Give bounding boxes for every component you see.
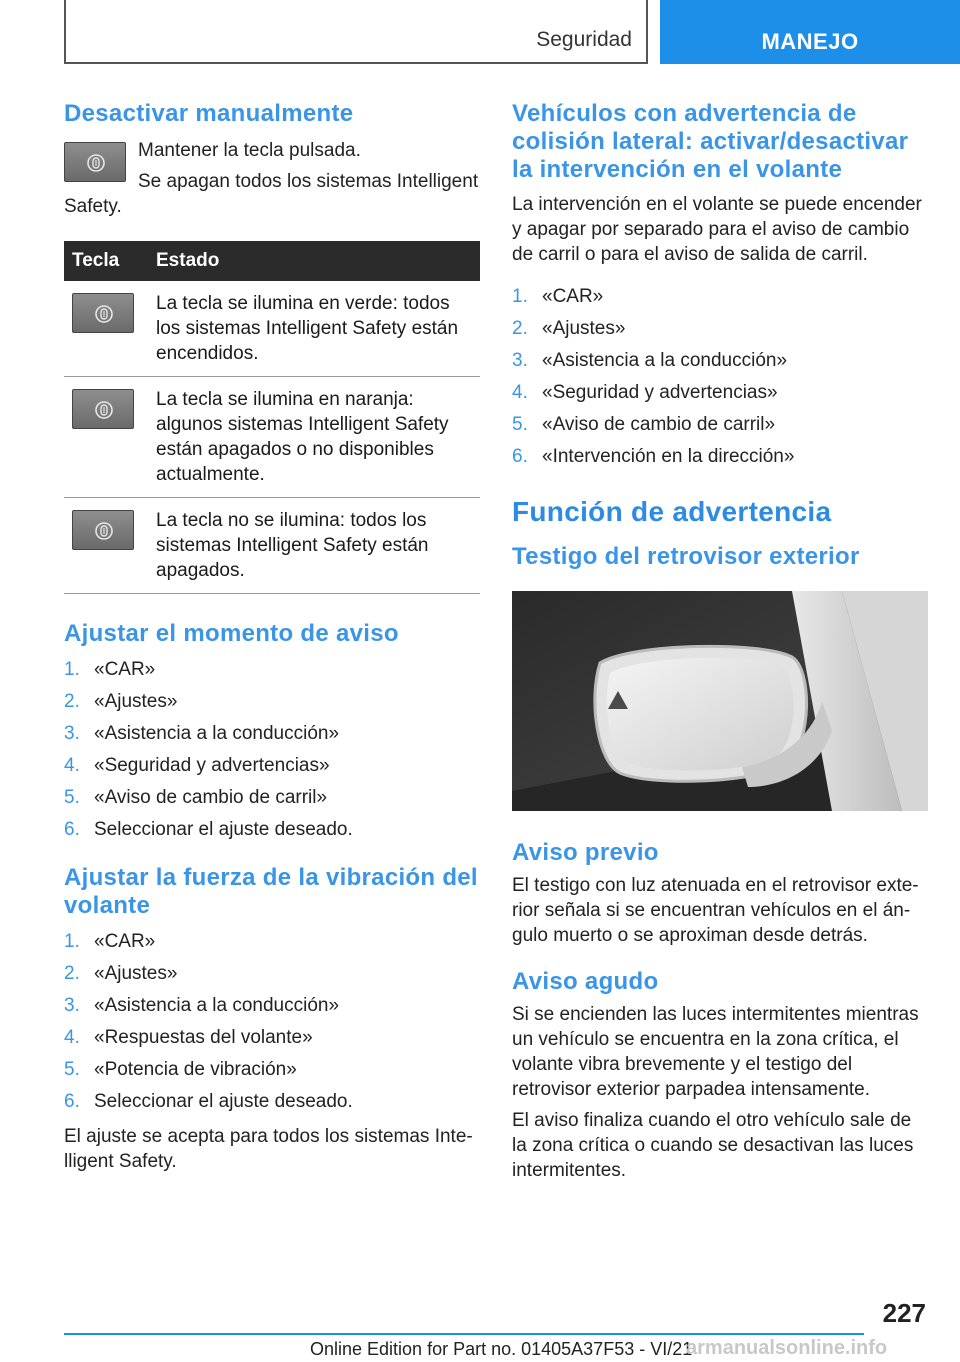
list-item: 2. «Ajustes» (64, 691, 178, 712)
table-header-state: Estado (148, 241, 480, 281)
footer-edition: Online Edition for Part no. 01405A37F53 - VI/21 (310, 1339, 693, 1359)
list-item: 1. «CAR» (512, 286, 604, 307)
list-item: 4. «Respuestas del volante» (64, 1027, 313, 1048)
agudo-text-2: El aviso finaliza cuando el otro vehículo sale de la zona crítica o cuando se desactivan las luces intermitentes. (512, 1110, 914, 1181)
list-item: 6. Seleccionar el ajuste deseado. (64, 1091, 353, 1112)
header-section-title: Seguridad (536, 28, 632, 51)
list-item: 4. «Seguridad y advertencias» (64, 755, 330, 776)
table-header-key: Tecla (64, 241, 148, 281)
manual-text-2: Se apagan todos los sistemas Intelligent Safety. (64, 171, 479, 217)
state-text: La tecla se ilumina en naranja: algunos sistemas Intelligent Safety están apagados o no disponibles actualmente. (148, 377, 480, 498)
table-row (64, 281, 480, 377)
list-item: 6. Seleccionar el ajuste deseado. (64, 819, 353, 840)
heading-aviso-previo: Aviso previo (512, 839, 659, 866)
key-state-table (64, 241, 480, 594)
lateral-steps-list (512, 281, 928, 473)
moment-steps-list (64, 654, 480, 846)
footer-divider (64, 1333, 864, 1335)
safety-key-icon (64, 142, 126, 182)
table-row (64, 498, 480, 594)
list-item: 1. «CAR» (64, 659, 156, 680)
heading-colision-lateral: Vehículos con advertencia de colisión lateral: activar/desactivar la intervención en el volante (512, 100, 909, 183)
list-item: 5. «Aviso de cambio de carril» (512, 414, 776, 435)
heading-momento-aviso: Ajustar el momento de aviso (64, 620, 399, 647)
manual-intro (64, 138, 480, 219)
vibration-note: El ajuste se acepta para todos los sistemas Intelligent Safety. (64, 1126, 473, 1172)
safety-key-icon (72, 293, 134, 333)
heading-testigo-retrovisor: Testigo del retrovisor exterior (512, 543, 860, 570)
list-item: 4. «Seguridad y advertencias» (512, 382, 778, 403)
list-item: 1. «CAR» (64, 931, 156, 952)
table-row (64, 377, 480, 498)
header-frame (64, 0, 648, 64)
heading-vibracion: Ajustar la fuerza de la vibración del volante (64, 864, 478, 919)
page-number: 227 (882, 1298, 926, 1328)
left-column (64, 100, 480, 1180)
list-item: 3. «Asistencia a la conducción» (512, 350, 788, 371)
list-item: 5. «Potencia de vibración» (64, 1059, 297, 1080)
list-item: 3. «Asistencia a la conducción» (64, 995, 340, 1016)
list-item: 3. «Asistencia a la conducción» (64, 723, 340, 744)
heading-aviso-agudo: Aviso agudo (512, 968, 659, 995)
safety-key-icon (72, 510, 134, 550)
watermark: armanualsonline.info (686, 1337, 888, 1359)
list-item: 2. «Ajustes» (512, 318, 626, 339)
list-item: 6. «Intervención en la dirección» (512, 446, 795, 467)
manual-text-1: Mantener la tecla pulsada. (138, 140, 361, 161)
list-item: 5. «Aviso de cambio de carril» (64, 787, 328, 808)
side-mirror-warning-image (512, 591, 928, 811)
state-text: La tecla se ilumina en verde: todos los sistemas Intelligent Safety están encendidos. (148, 281, 480, 377)
list-item: 2. «Ajustes» (64, 963, 178, 984)
state-text: La tecla no se ilumina: todos los sistemas Intelligent Safety están apagados. (148, 498, 480, 594)
safety-key-icon (72, 389, 134, 429)
previo-text: El testigo con luz atenuada en el retrovisor exterior señala si se encuentran vehículos en el ángulo muerto o se aproximan desde detrás. (512, 875, 919, 946)
lateral-text: La intervención en el volante se puede encender y apagar por separado para el aviso de cambio de carril o para el aviso de salida de carril. (512, 194, 922, 265)
agudo-text-1: Si se encienden las luces intermitentes mientras un vehículo se encuentra en la zona crítica, el volante vibra brevemente y el testigo del retrovisor exterior parpadea intensamente. (512, 1004, 919, 1100)
header-chapter-tab: MANEJO (660, 0, 960, 64)
heading-desactivar: Desactivar manualmente (64, 100, 354, 127)
vibration-steps-list (64, 926, 480, 1118)
heading-funcion-advertencia: Función de advertencia (512, 496, 832, 527)
right-column (512, 100, 928, 1189)
